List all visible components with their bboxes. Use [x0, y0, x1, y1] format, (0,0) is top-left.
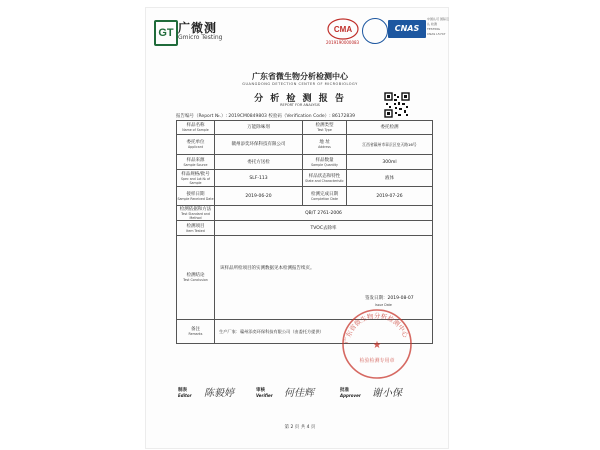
editor-label: 制表 Editor [178, 388, 192, 398]
verifier-signature: 何佳辉 [284, 388, 314, 399]
sample-quantity-value: 300ml [347, 155, 433, 170]
table-row [177, 135, 433, 155]
test-type-label: 检测类型 Test Type [303, 121, 347, 135]
remarks-label: 备注 Remarks [177, 320, 215, 344]
seal-text: 广东省微生物分析检测中心 [342, 311, 410, 345]
approver-label: 批准 Approver [340, 388, 361, 398]
address-label: 地 址 Address [303, 135, 347, 155]
cma-label: CMA [333, 25, 353, 34]
svg-text:★: ★ [372, 340, 382, 351]
received-date-label: 接样日期 Sample Received Date [177, 187, 215, 206]
received-date-value: 2019-06-20 [215, 187, 303, 206]
remarks-value: 生产厂家：赣州添奕环保科技有限公司（由委托方提供） [215, 320, 433, 344]
table-row [177, 155, 433, 170]
company-name-en: Gmicro Testing [178, 34, 223, 41]
issue-date: 签发日期：2019-08-07 [365, 296, 414, 301]
item-tested-value: TVOC去除率 [215, 221, 433, 236]
table-row [177, 187, 433, 206]
completion-date-value: 2019-07-26 [347, 187, 433, 206]
applicant-label: 委托单位 Applicant [177, 135, 215, 155]
table-row [177, 121, 433, 135]
org-title-en: GUANGDONG DETECTION CENTER OF MICROBIOLOGY [242, 82, 358, 86]
company-name-cn: 广微测 [178, 21, 218, 35]
sample-spec-label: 样品规格/批号 Spec and Lot № of Sample [177, 170, 215, 187]
issue-date-en: Issue Date [375, 303, 392, 307]
verifier-label: 审核 Verifier [256, 388, 273, 398]
cnas-logo-icon: CNAS [388, 20, 426, 38]
seal-bottom-text: 检验检测专用章 [359, 358, 395, 364]
sample-spec-value: SLF-113 [215, 170, 303, 187]
sample-name-label: 样品名称 Name of Sample [177, 121, 215, 135]
test-standard-label: 检测依据和方法 Test Standard and Method [177, 206, 215, 221]
table-row [177, 170, 433, 187]
report-number-line: 报告编号（Report №.）: 2019CM0849803 校验码（Verification Code）: 86172839 [176, 114, 355, 119]
address-value: 江西省赣州市章贡区皇天路16号 [347, 135, 433, 155]
completion-date-label: 检测完成日期 Completion Date [303, 187, 347, 206]
ilac-mra-logo-icon [362, 18, 388, 44]
cma-number: 2019190000083 [326, 40, 360, 45]
cnas-note: 中国认可 国际互认 检测 TESTING CNAS L5747 [427, 17, 449, 36]
table-row [177, 221, 433, 236]
sample-name-value: 万能除味剂 [215, 121, 303, 135]
report-title-cn: 分 析 检 测 报 告 [254, 94, 346, 104]
sample-quantity-label: 样品数量 Sample Quantity [303, 155, 347, 170]
item-tested-label: 检测项目 Item Tested [177, 221, 215, 236]
conclusion-label: 检测结论 Test Conclusion [177, 236, 215, 320]
sample-source-label: 样品来源 Sample Source [177, 155, 215, 170]
editor-signature: 陈毅婷 [204, 388, 234, 399]
test-standard-value: QB/T 2761-2006 [215, 206, 433, 221]
qr-code-icon [384, 92, 410, 118]
official-seal-icon [339, 306, 415, 382]
conclusion-text: 该样品所检项目的实测数据见本检测报告续页。 [220, 266, 315, 271]
approver-signature: 谢小保 [372, 388, 402, 399]
sample-state-label: 样品状态和特性 State and Characteristic [303, 170, 347, 187]
page-number: 第 2 页 共 4 页 [284, 425, 316, 430]
sample-state-value: 液体 [347, 170, 433, 187]
report-title-en: REPORT FOR ANALYSIS [280, 103, 320, 107]
applicant-value: 赣州添奕环保科技有限公司 [215, 135, 303, 155]
org-title-cn: 广东省微生物分析检测中心 [252, 72, 348, 81]
company-logo-icon: GT [154, 20, 178, 46]
test-type-value: 委托检测 [347, 121, 433, 135]
table-row [177, 206, 433, 221]
sample-source-value: 委托方送检 [215, 155, 303, 170]
